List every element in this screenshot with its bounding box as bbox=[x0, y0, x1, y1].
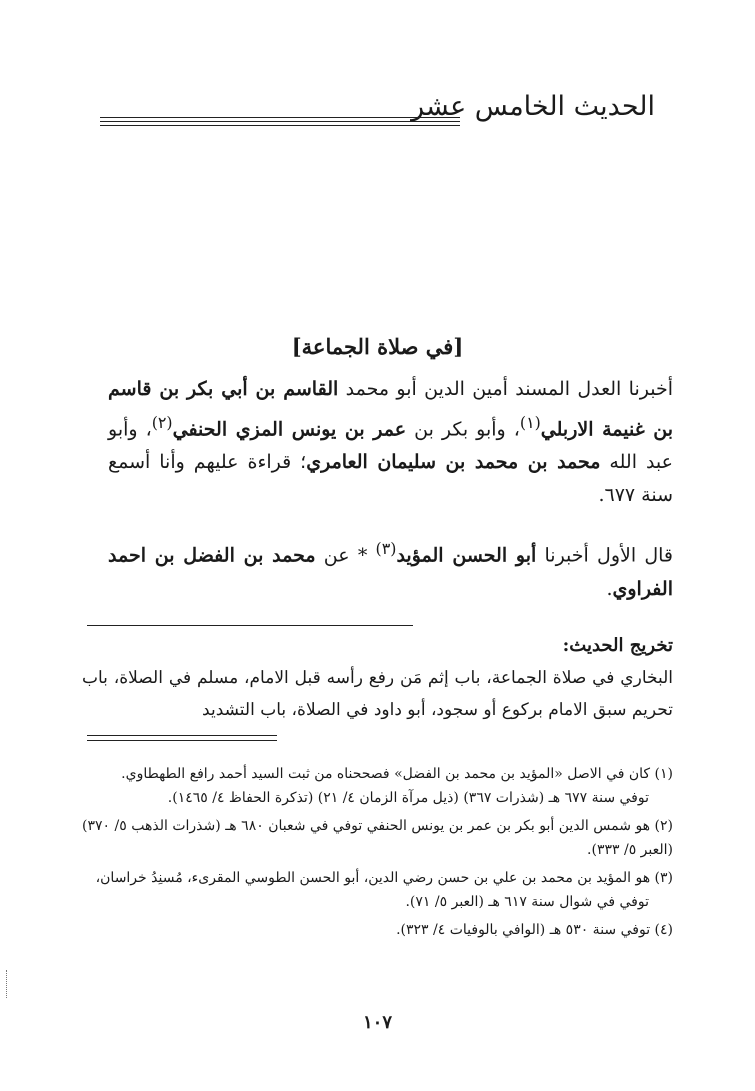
text-run: أخبرنا العدل المسند أمين الدين أبو محمد bbox=[338, 378, 674, 400]
footnote-separator bbox=[87, 735, 277, 736]
text-run: قال الأول أخبرنا bbox=[536, 544, 674, 567]
header-rule bbox=[100, 121, 460, 122]
narrator-name: محمد بن الفضل بن احمد الفراوي bbox=[108, 544, 673, 600]
footnote-ref: (١) bbox=[519, 413, 541, 432]
text-run: ؛ قراءة عليهم وأنا أسمع سنة ٦٧٧. bbox=[108, 451, 673, 507]
text-run: * عن bbox=[315, 544, 376, 567]
narrator-name: عمر بن يونس المزي الحنفي bbox=[172, 418, 407, 441]
takhrij-rule bbox=[87, 625, 413, 626]
page-number: ١٠٧ bbox=[362, 1012, 392, 1033]
takhrij-heading: تخريج الحديث: bbox=[562, 635, 673, 656]
narrator-name: القاسم بن أبي بكر بن قاسم بن غنيمة الاربلي bbox=[108, 378, 674, 441]
narrator-name: أبو الحسن المؤيد bbox=[396, 544, 537, 567]
header-rule bbox=[100, 117, 460, 118]
text-run: . bbox=[606, 577, 613, 600]
footnote-3 bbox=[82, 866, 673, 914]
footnote-line: توفي سنة ٦٧٧ هـ (شذرات ٣٦٧) (ذيل مرآة الزمان ٤/ ٢١) (تذكرة الحفاظ ٤/ ١٤٦٥). bbox=[167, 790, 649, 806]
footnotes bbox=[82, 762, 673, 946]
footnote-line: (٣) هو المؤيد بن محمد بن علي بن حسن رضي الدين، أبو الحسن الطوسي المقرىء، مُسنِدُ خراسان، bbox=[95, 870, 673, 886]
footnote-separator bbox=[87, 740, 277, 741]
footnote-line: توفي في شوال سنة ٦١٧ هـ (العبر ٥/ ٧١). bbox=[405, 894, 649, 910]
header-rule bbox=[100, 125, 460, 126]
text-run: ، وأبو بكر بن bbox=[406, 418, 520, 441]
footnote-4 bbox=[82, 918, 673, 942]
footnote-2 bbox=[82, 814, 673, 862]
page-header bbox=[100, 90, 655, 130]
hadith-text bbox=[108, 373, 673, 606]
section-title: [في صلاة الجماعة] bbox=[291, 334, 464, 359]
chapter-title: الحديث الخامس عشر bbox=[411, 91, 655, 122]
footnote-line: (١) كان في الاصل «المؤيد بن محمد بن الفضل» فصححناه من ثبت السيد أحمد رافع الطهطاوي. bbox=[121, 766, 673, 782]
footnote-line: (٢) هو شمس الدين أبو بكر بن عمر بن يونس الحنفي توفي في شعبان ٦٨٠ هـ (شذرات الذهب ٥/ ٣٧٠) (العبر ٥/ ٣٣٣). bbox=[82, 818, 674, 858]
scan-mark bbox=[6, 970, 8, 998]
narrator-name: محمد بن محمد بن سليمان العامري bbox=[306, 451, 601, 474]
isnad-paragraph-2 bbox=[108, 532, 673, 605]
footnote-line: (٤) توفي سنة ٥٣٠ هـ (الوافي بالوفيات ٤/ ٣٢٣). bbox=[396, 922, 673, 938]
footnote-1 bbox=[82, 762, 673, 810]
takhrij-text: البخاري في صلاة الجماعة، باب إثم مَن رفع رأسه قبل الامام، مسلم في الصلاة، باب تحريم سبق الامام بركوع أو سجود، أبو داود في الصلاة، باب التشديد bbox=[82, 668, 673, 720]
takhrij-section bbox=[82, 630, 673, 726]
footnote-ref: (٣) bbox=[375, 539, 397, 559]
isnad-paragraph-1 bbox=[108, 373, 673, 512]
footnote-ref: (٢) bbox=[151, 413, 173, 432]
text-run: ، وأبو عبد الله bbox=[108, 418, 673, 474]
